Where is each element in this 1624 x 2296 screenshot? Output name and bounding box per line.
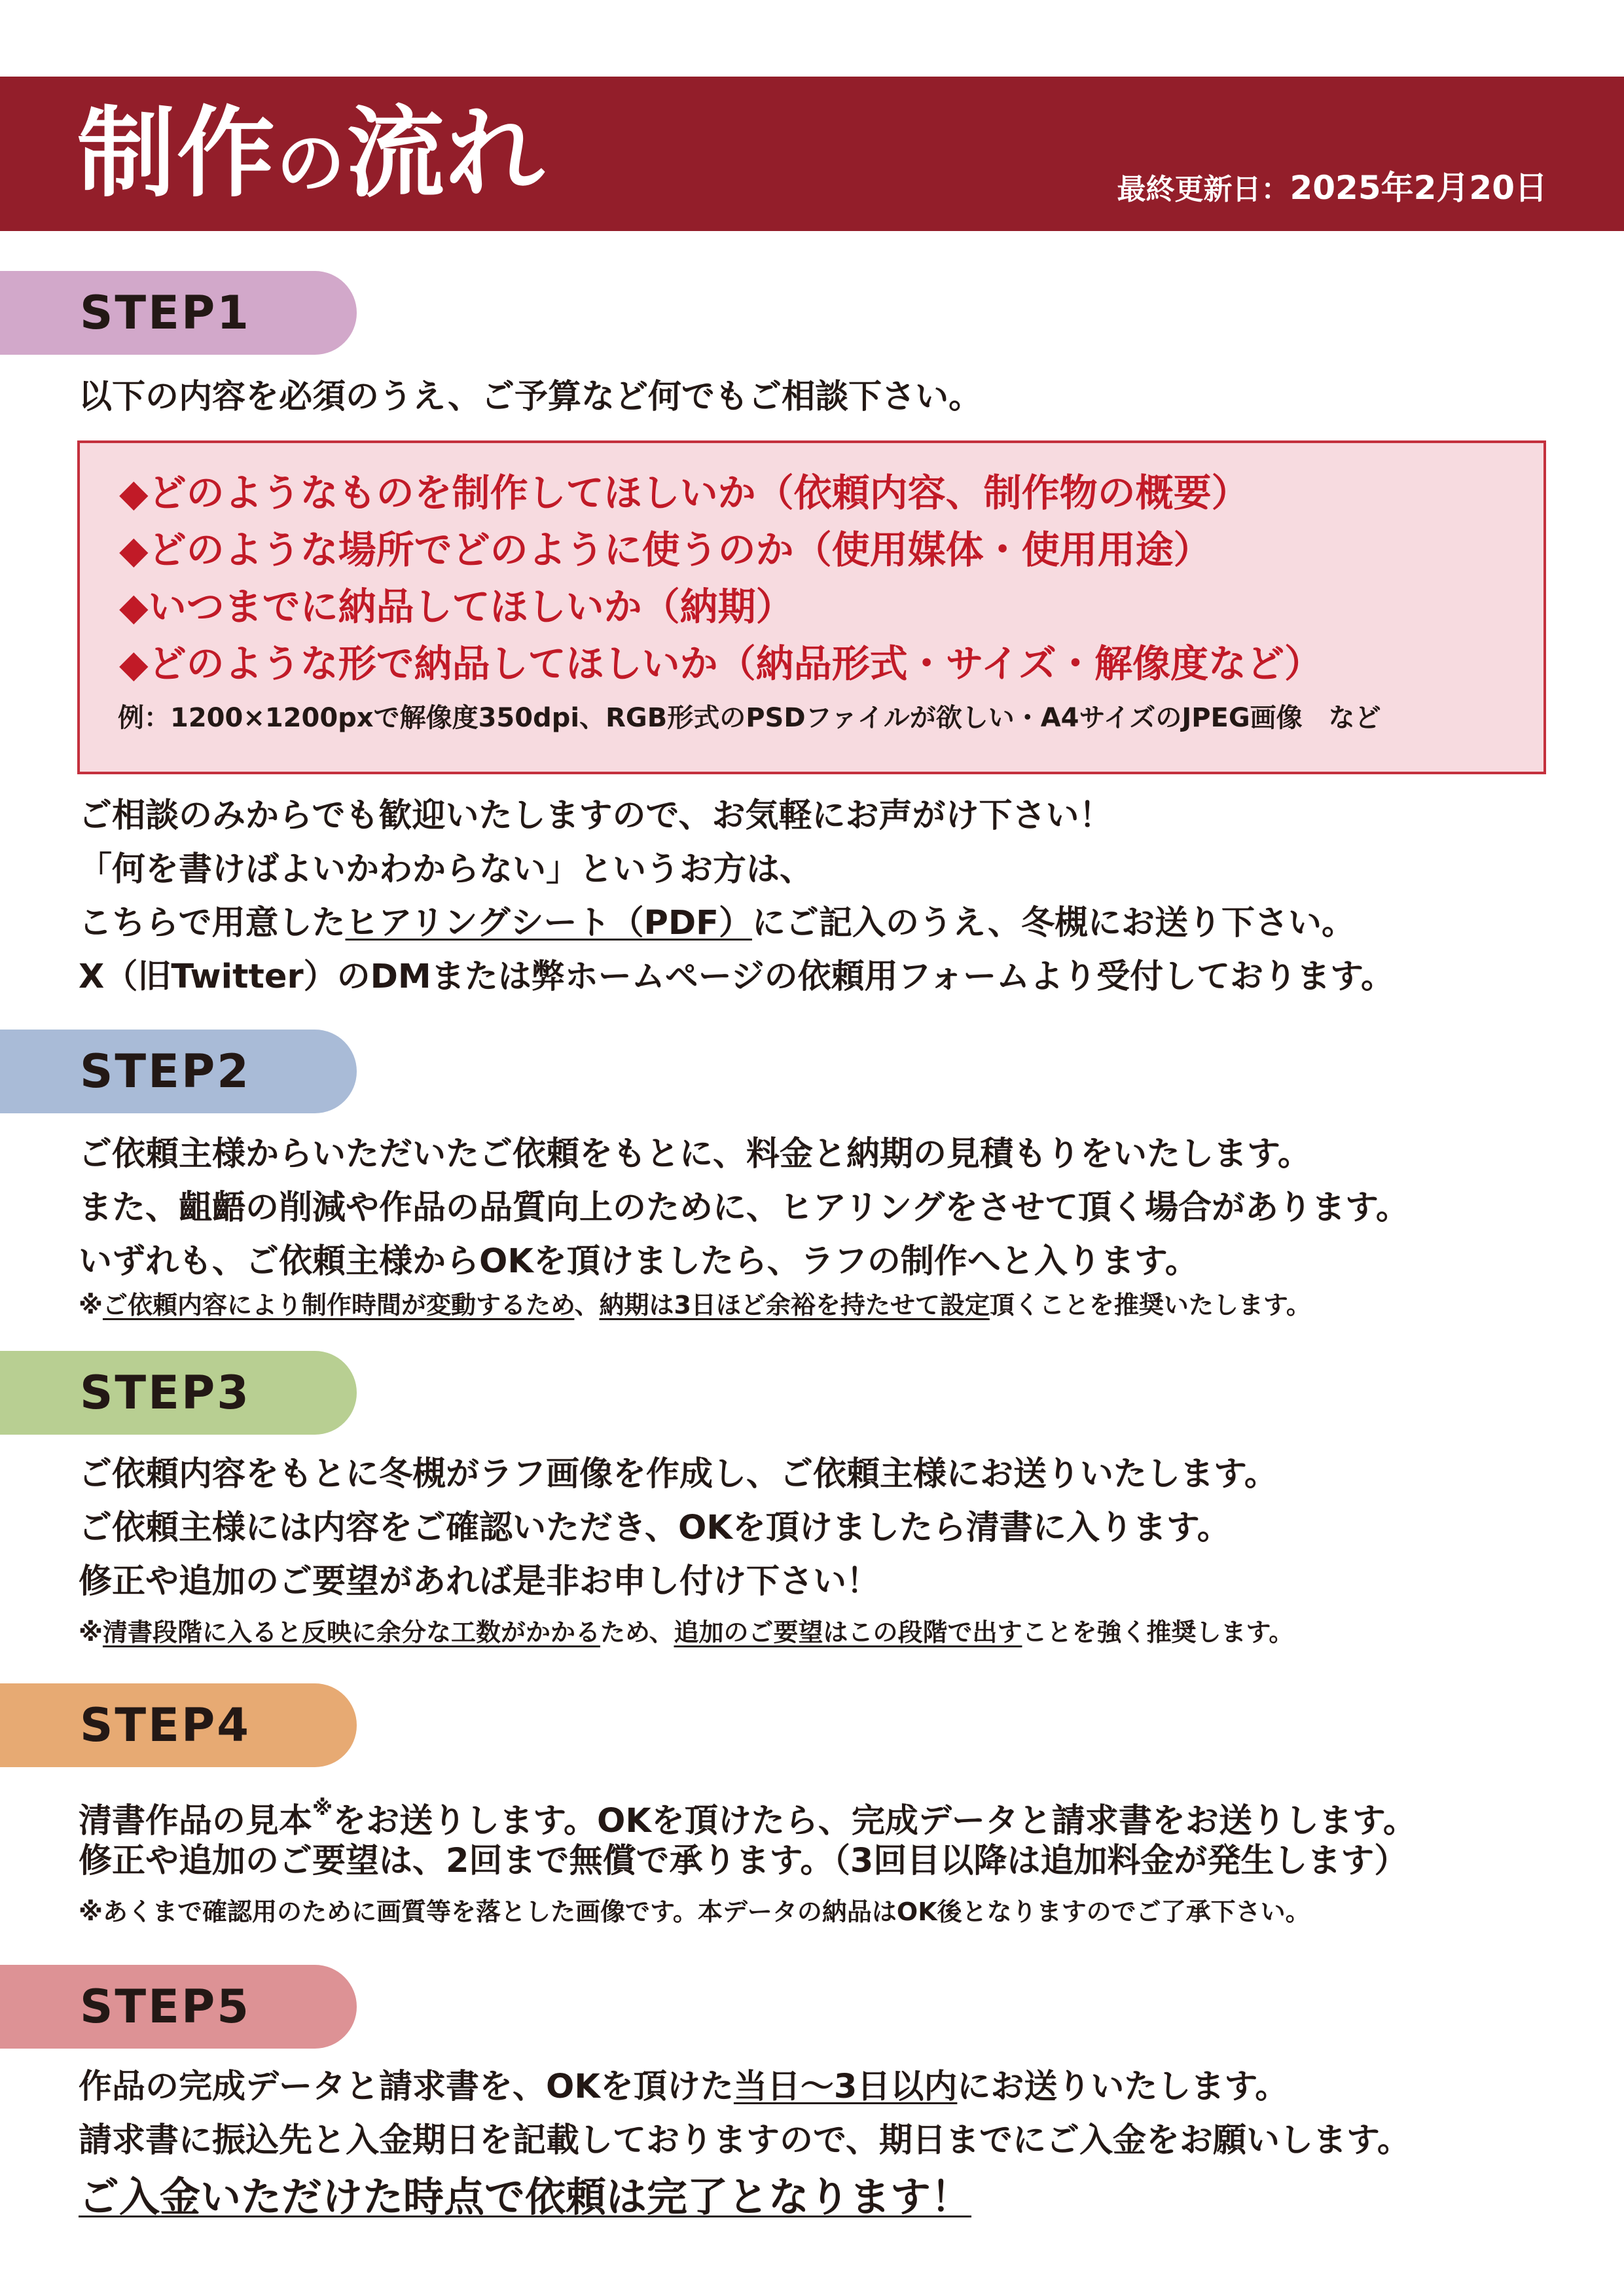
requirement-item: ◆どのような場所でどのように使うのか（使用媒体・使用用途） <box>119 528 1212 572</box>
title-part: 流れ <box>346 97 546 211</box>
step1-guide-text: 「何を書けばよいかわからない」というお方は、 <box>79 850 814 889</box>
note-underlined: 納期は3日ほど余裕を持たせて設定 <box>599 1291 990 1319</box>
text-segment: こちらで用意した <box>79 904 346 942</box>
step3-text: 修正や追加のご要望があれば是非お申し付け下さい！ <box>79 1562 880 1601</box>
note-mark: ※ <box>79 1291 103 1319</box>
updated-date: 2025年2月20日 <box>1290 169 1547 207</box>
step5-text: 請求書に振込先と入金期日を記載しておりますので、期日までにご入金をお願いします。 <box>79 2121 1411 2160</box>
title-part: 制作 <box>77 97 277 211</box>
last-updated <box>1117 168 1547 209</box>
text-segment: 作品の完成データと請求書を、OKを頂けた <box>79 2068 734 2106</box>
text-segment: 清書作品の見本 <box>79 1802 313 1840</box>
title-part: の <box>276 124 347 204</box>
step4-note: ※あくまで確認用のために画質等を落とした画像です。本データの納品はOK後となりますのでご了承下さい。 <box>79 1897 1310 1926</box>
hearing-sheet-link[interactable]: ヒアリングシート（PDF） <box>345 904 752 942</box>
step3-tab <box>0 1351 357 1435</box>
step3-note <box>79 1614 1293 1651</box>
note-mark: ※ <box>312 1795 333 1820</box>
text-segment: にご記入のうえ、冬槻にお送り下さい。 <box>752 904 1356 942</box>
step4-text <box>79 1784 1416 1846</box>
requirement-example: 例：1200×1200pxで解像度350dpi、RGB形式のPSDファイルが欲しい・A4サイズのJPEG画像 など <box>118 703 1381 733</box>
step4-text: 修正や追加のご要望は、2回まで無償で承ります。（3回目以降は追加料金が発生します） <box>79 1842 1408 1880</box>
step5-text <box>79 2063 1288 2111</box>
requirements-box <box>77 440 1546 774</box>
completion-statement: ご入金いただけた時点で依頼は完了となります！ <box>79 2173 972 2221</box>
step1-welcome-text: ご相談のみからでも歓迎いたしますので、お気軽にお声がけ下さい！ <box>79 797 1113 835</box>
note-underlined: 清書段階に入ると反映に余分な工数がかかる <box>102 1618 600 1647</box>
text-segment: 頂くことを推奨いたします。 <box>989 1291 1311 1319</box>
step2-label: STEP2 <box>80 1045 251 1098</box>
note-underlined: 追加のご要望はこの段階で出す <box>674 1618 1022 1647</box>
step5-label: STEP5 <box>80 1980 251 2034</box>
text-segment: をお送りします。OKを頂けたら、完成データと請求書をお送りします。 <box>333 1802 1416 1840</box>
step1-label: STEP1 <box>80 286 251 340</box>
step5-tab <box>0 1965 357 2049</box>
requirement-item: ◆どのような形で納品してほしいか（納品形式・サイズ・解像度など） <box>119 641 1322 686</box>
step2-text: ご依頼主様からいただいたご依頼をもとに、料金と納期の見積もりをいたします。 <box>79 1135 1311 1174</box>
step2-note <box>79 1287 1311 1323</box>
step3-text: ご依頼内容をもとに冬槻がラフ画像を作成し、ご依頼主様にお送りいたします。 <box>79 1455 1278 1494</box>
step4-tab <box>0 1683 357 1767</box>
step1-contact-text: X（旧Twitter）のDMまたは弊ホームページの依頼用フォームより受付しております。 <box>79 958 1395 996</box>
requirement-item: ◆どのようなものを制作してほしいか（依頼内容、制作物の概要） <box>119 471 1250 515</box>
step3-label: STEP3 <box>80 1366 251 1420</box>
step2-tab <box>0 1030 357 1113</box>
step3-text: ご依頼主様には内容をご確認いただき、OKを頂けましたら清書に入ります。 <box>79 1509 1231 1547</box>
step2-text: また、齟齬の削減や作品の品質向上のために、ヒアリングをさせて頂く場合があります。 <box>79 1189 1409 1227</box>
updated-label: 最終更新日： <box>1117 173 1290 206</box>
step1-intro: 以下の内容を必須のうえ、ご予算など何でもご相談下さい。 <box>79 378 983 416</box>
text-segment: 、 <box>574 1291 600 1319</box>
text-segment: ことを強く推奨します。 <box>1022 1618 1294 1647</box>
page-title <box>77 98 545 219</box>
delivery-period: 当日～3日以内 <box>733 2068 958 2106</box>
text-segment: にお送りいたします。 <box>957 2068 1289 2106</box>
step4-label: STEP4 <box>80 1698 251 1752</box>
text-segment: ため、 <box>600 1618 674 1647</box>
note-underlined: ご依頼内容により制作時間が変動するため <box>102 1291 575 1319</box>
step1-hearing-sheet-text <box>79 899 1355 948</box>
step2-text: いずれも、ご依頼主様からOKを頂けましたら、ラフの制作へと入ります。 <box>79 1242 1199 1281</box>
requirement-item: ◆いつまでに納品してほしいか（納期） <box>119 584 794 629</box>
step1-tab <box>0 271 357 355</box>
note-mark: ※ <box>79 1618 103 1647</box>
